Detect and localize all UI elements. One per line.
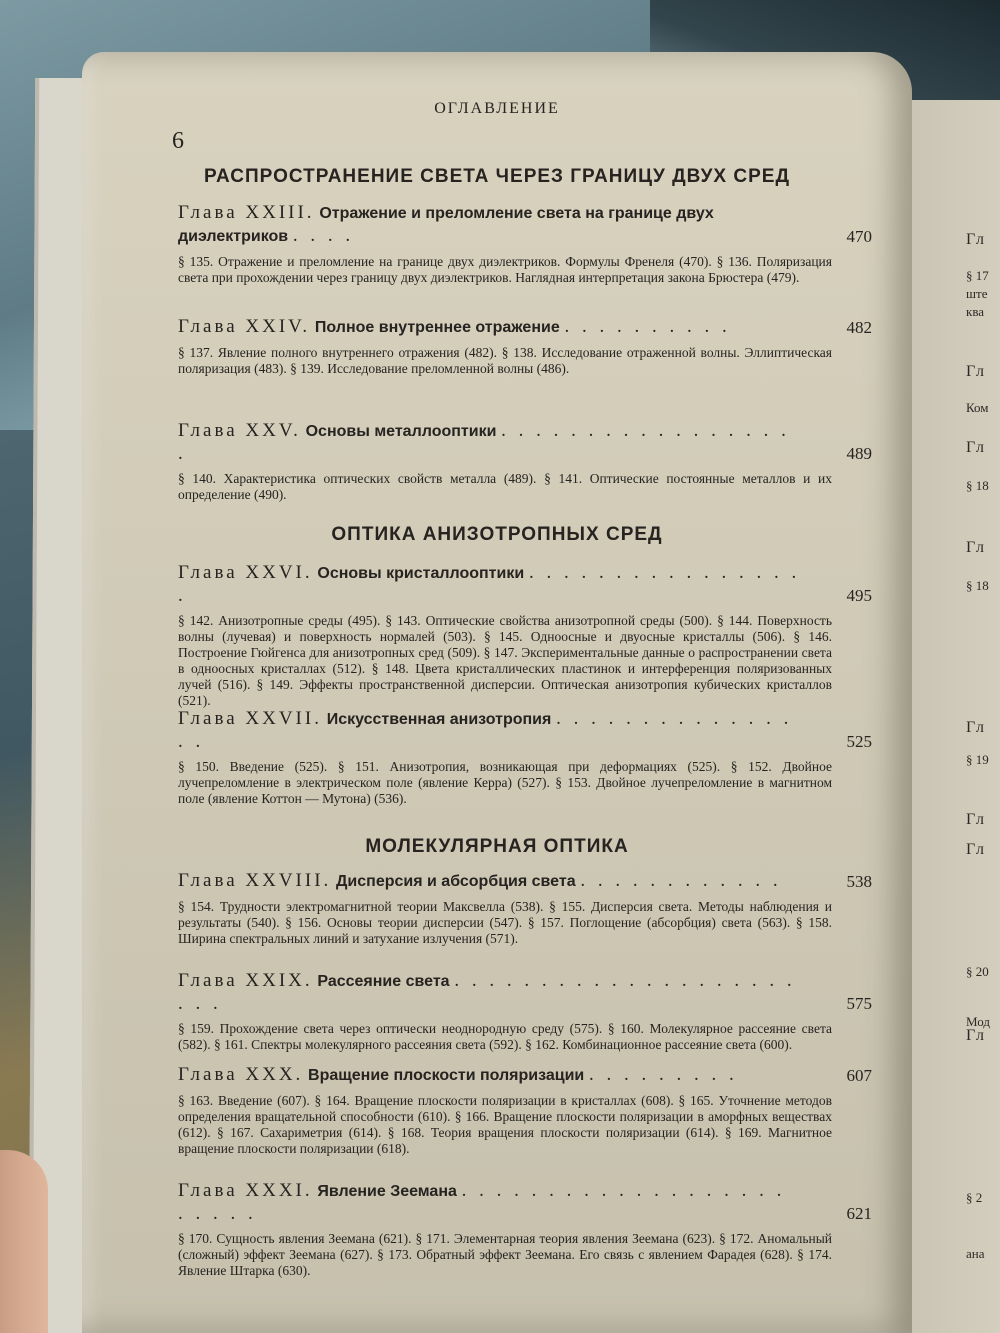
section-title: РАСПРОСТРАНЕНИЕ СВЕТА ЧЕРЕЗ ГРАНИЦУ ДВУХ СРЕД	[204, 166, 790, 187]
chapter-title: Вращение плоскости поляризации	[308, 1067, 585, 1084]
chapter-title: Искусственная анизотропия	[326, 711, 552, 728]
leader-dots: . . . . . . . . . . . . . . . . .	[178, 562, 801, 606]
chapter-contents: § 163. Введение (607). § 164. Вращение плоскости поляризации в кристаллах (608). § 165. Уточнение методов определения вращательной способности (610). § 166. Вращение плоскости поляризации в аморфных веществах (612). § 167. Сахариметрия (614). § 168. Теория вращения плоскости поляризации (614). § 169. Магнитное вращение плоскости поляризации (618).	[178, 1093, 832, 1156]
chapter-prefix: Глава XXVIII.	[178, 870, 332, 891]
chapter-prefix: Глава XXV.	[178, 420, 301, 441]
chapter-prefix: Глава XXIV.	[178, 316, 311, 337]
chapter-page: 482	[846, 318, 872, 337]
leader-dots: . . . . . . . . . . . .	[580, 870, 782, 891]
chapter-title: Отражение и преломление света на границе двух диэлектриков	[178, 205, 714, 245]
right-page-text-fragment: § 18	[966, 478, 989, 493]
chapter-page: 607	[846, 1066, 872, 1085]
chapter-prefix: Глава XXX.	[178, 1064, 304, 1085]
leader-dots: . . . . . . . . . .	[564, 316, 731, 337]
right-page-text-fragment: Гл	[966, 719, 987, 736]
right-page-text-fragment: Гл	[966, 811, 987, 828]
chapter-entry	[178, 870, 872, 947]
right-page-text-fragment: § 19	[966, 752, 989, 767]
right-page-text-fragment: штe	[966, 286, 988, 301]
right-page-text-fragment: Гл	[966, 439, 987, 456]
leader-dots: . . . . . . . . . . . . . . . .	[178, 708, 793, 752]
chapter-entry	[178, 970, 872, 1053]
leader-dots: . . . .	[292, 225, 355, 246]
right-page-text-fragment: ква	[966, 304, 985, 319]
right-page-text-fragment: Гл	[966, 539, 987, 556]
chapter-page: 495	[846, 586, 872, 605]
section-title: МОЛЕКУЛЯРНАЯ ОПТИКА	[365, 836, 629, 857]
chapter-heading	[178, 562, 872, 607]
chapter-prefix: Глава XXVI.	[178, 562, 313, 583]
chapter-title: Рассеяние света	[317, 973, 450, 990]
chapter-contents: § 170. Сущность явления Зеемана (621). § 171. Элементарная теория явления Зеемана (623). § 172. Аномальный (сложный) эффект Зеемана (627). § 173. Обратный эффект Зеемана. Его связь с явлением Фарадея (628). § 174. Явление Штарка (630).	[178, 1231, 832, 1278]
right-page-text-fragment: Гл	[966, 1027, 987, 1044]
chapter-entry	[178, 562, 872, 709]
chapter-heading	[178, 1180, 872, 1225]
chapter-title: Полное внутреннее отражение	[314, 319, 560, 336]
chapter-contents: § 142. Анизотропные среды (495). § 143. Оптические свойства анизотропной среды (500). § 144. Поверхность волны (лучевая) и поверхность нормалей (503). § 145. Одноосные и двуосные кристаллы (506). § 146. Построение Гюйгенса для анизотропных сред (509). § 147. Экспериментальные данные о распространении света в одноосных кристаллах (512). § 148. Цвета кристаллических пластинок и интерференция поляризованных лучей (516). § 149. Эффекты пространственной дисперсии. Оптическая анизотропия кубических кристаллов (521).	[178, 613, 832, 708]
chapter-contents: § 150. Введение (525). § 151. Анизотропия, возникающая при деформациях (525). § 152. Двойное лучепреломление в электрическом поле (явление Керра) (527). § 153. Двойное лучепреломление в магнитном поле (явление Коттон — Мутона) (536).	[178, 759, 832, 806]
chapter-page: 538	[846, 872, 872, 891]
chapter-prefix: Глава XXIII.	[178, 202, 315, 223]
chapter-prefix: Глава XXIX.	[178, 970, 313, 991]
section-title: ОПТИКА АНИЗОТРОПНЫХ СРЕД	[331, 524, 663, 545]
chapter-heading	[178, 708, 872, 753]
chapter-heading	[178, 316, 872, 339]
page-number: 6	[172, 128, 184, 154]
right-page-text-fragment: Гл	[966, 363, 987, 380]
right-page-text-fragment: Гл	[966, 841, 987, 858]
chapter-entry	[178, 202, 872, 286]
chapter-heading	[178, 202, 872, 248]
chapter-title: Явление Зеемана	[317, 1183, 457, 1200]
thumb	[0, 1150, 48, 1333]
chapter-heading	[178, 870, 872, 893]
chapter-entry	[178, 1064, 872, 1157]
chapter-entry	[178, 316, 872, 377]
chapter-heading	[178, 1064, 872, 1087]
chapter-heading	[178, 970, 872, 1015]
leader-dots: . . . . . . . . . . . . . . . . . .	[178, 420, 790, 464]
chapter-contents: § 154. Трудности электромагнитной теории Максвелла (538). § 155. Дисперсия света. Методы наблюдения и результаты (540). § 156. Основы теории дисперсии (547). § 157. Поглощение (абсорбция) света (563). § 158. Ширина спектральных линий и затухание излучения (571).	[178, 899, 832, 946]
chapter-prefix: Глава XXXI.	[178, 1180, 313, 1201]
right-page-text-fragment: § 17	[966, 268, 989, 283]
chapter-prefix: Глава XXVII.	[178, 708, 322, 729]
book-page	[82, 52, 912, 1333]
chapter-page: 575	[846, 994, 872, 1013]
chapter-entry	[178, 1180, 872, 1279]
right-page-text-fragment: Гл	[966, 231, 987, 248]
chapter-entry	[178, 420, 872, 503]
chapter-contents: § 140. Характеристика оптических свойств металла (489). § 141. Оптические постоянные металлов и их определение (490).	[178, 471, 832, 502]
chapter-page: 525	[846, 732, 872, 751]
chapter-title: Дисперсия и абсорбция света	[336, 873, 576, 890]
chapter-heading	[178, 420, 872, 465]
chapter-contents: § 159. Прохождение света через оптически неоднородную среду (575). § 160. Молекулярное рассеяние света (582). § 161. Спектры молекулярного рассеяния света (592). § 162. Комбинационное рассеяние света (600).	[178, 1021, 832, 1052]
right-page-text-fragment: Мод	[966, 1014, 990, 1029]
chapter-title: Основы металлооптики	[305, 423, 497, 440]
running-head: ОГЛАВЛЕНИЕ	[434, 100, 560, 117]
leader-dots: . . . . . . . . . . . . . . . . . . . . . . . .	[178, 1180, 786, 1224]
chapter-contents: § 137. Явление полного внутреннего отражения (482). § 138. Исследование отраженной волны. Эллиптическая поляризация (483). § 139. Исследование преломленной волны (486).	[178, 345, 832, 376]
chapter-page: 621	[846, 1204, 872, 1223]
right-page-text-fragment: ана	[966, 1246, 985, 1261]
right-page-text-fragment: § 18	[966, 578, 989, 593]
chapter-entry	[178, 708, 872, 807]
leader-dots: . . . . . . . . .	[589, 1064, 738, 1085]
chapter-contents: § 135. Отражение и преломление на границе двух диэлектриков. Формулы Френеля (470). § 136. Поляризация света при прохождении через границу двух диэлектриков. Наглядная интерпретация закона Брюстера (479).	[178, 254, 832, 285]
chapter-title: Основы кристаллооптики	[317, 565, 525, 582]
right-page-text-fragment: § 20	[966, 964, 989, 979]
chapter-page: 470	[846, 227, 872, 246]
right-page-text-fragment: § 2	[966, 1190, 983, 1205]
right-page-text-fragment: Ком	[966, 400, 989, 415]
chapter-page: 489	[846, 444, 872, 463]
leader-dots: . . . . . . . . . . . . . . . . . . . . . . .	[178, 970, 796, 1014]
